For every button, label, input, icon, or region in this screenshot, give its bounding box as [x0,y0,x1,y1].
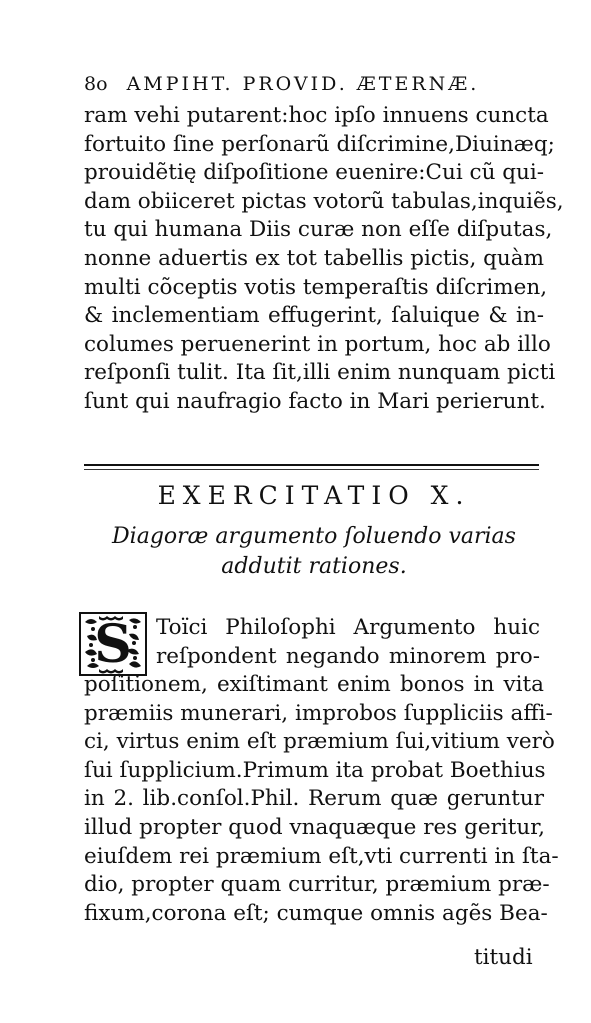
text-line: tu qui humana Diis curæ non eſſe diſputas, [84,217,553,243]
paragraph-2 [84,671,559,928]
ornamental-drop-cap [79,612,147,676]
text-line: fixum,corona eſt; cumque omnis agẽs Bea- [84,900,548,926]
page-number: 8o [84,73,108,95]
text-line: fortuito ſine perſonarũ diſcrimine,Diuinæq; [84,131,555,157]
text-line: reſpondent negando minorem pro- [156,643,540,669]
catchword: titudi [474,945,533,970]
text-line: nonne aduertis ex tot tabellis pictis, quàm [84,245,544,271]
text-line: ci, virtus enim eſt præmium ſui,vitium verò [84,729,555,755]
text-line: & inclementiam effugerint, ſaluique & in- [84,303,544,329]
paragraph-2-indented [156,614,540,671]
text-line: poſitionem, exiſtimant enim bonos in vita [84,672,544,697]
text-line: ram vehi putarent:hoc ipſo innuens cuncta [84,103,549,128]
text-line: prouidẽtię diſpoſitione euenire:Cui cũ qui- [84,160,545,186]
text-line: reſponſi tulit. Ita ſit,illi enim nunquam picti [84,360,556,386]
section-heading: EXERCITATIO X. [157,481,471,510]
text-line: columes peruenerint in portum, hoc ab illo [84,331,551,357]
text-line: illud propter quod vnaquæque res geritur, [84,814,545,840]
section-rule-thin [84,469,539,470]
subtitle-line: Diagoræ argumento ſoluendo varias [112,524,516,549]
text-line: ſui ſupplicium.Primum ita probat Boethius [84,757,546,783]
subtitle-line: addutit rationes. [221,554,407,579]
text-line: in 2. lib.conſol.Phil. Rerum quæ geruntur [84,786,544,812]
running-title: AMPIHT. PROVID. ÆTERNÆ. [126,73,480,95]
text-line: præmiis munerari, improbos ſuppliciis affi- [84,700,553,726]
paragraph-1 [84,102,564,417]
drop-cap-letter: S [94,614,132,675]
text-line: dam obiiceret pictas votorũ tabulas,inquiẽs, [84,188,564,214]
drop-cap-ornament-icon [79,612,147,676]
text-line: ſunt qui naufragio facto in Mari perierunt. [84,388,546,414]
text-line: eiuſdem rei præmium eſt,vti currenti in ſta- [84,843,559,869]
text-line: Toïci Philoſophi Argumento huic [156,615,540,640]
running-head [84,72,544,96]
text-line: multi cõceptis votis temperaſtis diſcrimen, [84,274,548,300]
section-subtitle [84,522,544,582]
text-line: dio, propter quam curritur, præmium præ- [84,872,550,898]
section-rule [84,464,539,466]
